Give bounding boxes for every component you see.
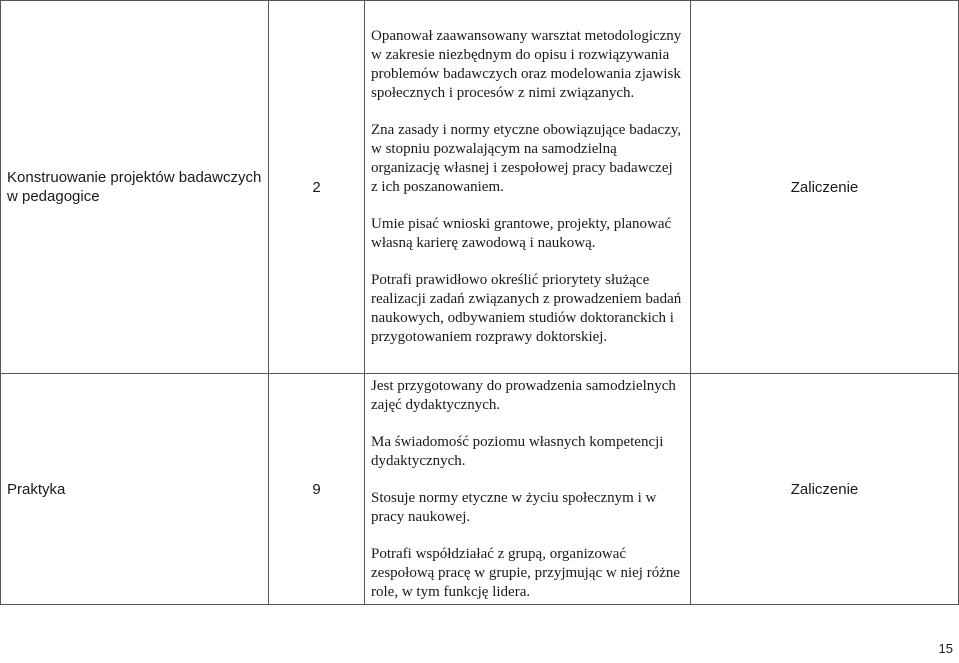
subject-name: Praktyka (1, 374, 269, 605)
learning-outcomes (365, 1, 691, 374)
outcome-text: Potrafi współdziałać z grupą, organizować zespołową pracę w grupie, przyjmując w niej różne role, w tym funkcję lidera. (371, 545, 681, 600)
table-row (1, 374, 959, 605)
table-row (1, 1, 959, 374)
ects-credits: 2 (269, 1, 365, 374)
page-number: 15 (938, 641, 953, 656)
assessment-form: Zaliczenie (691, 374, 959, 605)
assessment-form: Zaliczenie (691, 1, 959, 374)
outcome-text: Zna zasady i normy etyczne obowiązujące badaczy, w stopniu pozwalającym na samodzielną organizację własnej i zespołowej pracy badawczej z ich poszanowaniem. (371, 122, 682, 195)
outcome-text: Stosuje normy etyczne w życiu społecznym i w pracy naukowej. (371, 489, 657, 525)
outcome-text: Opanował zaawansowany warsztat metodologiczny w zakresie niezbędnym do opisu i rozwiązywania problemów badawczych oraz modelowania zjawisk społecznych i procesów z nimi związanych. (371, 28, 682, 101)
outcome-text: Ma świadomość poziomu własnych kompetencji dydaktycznych. (371, 433, 664, 469)
subject-name: Konstruowanie projektów badawczych w pedagogice (1, 1, 269, 374)
outcome-text: Potrafi prawidłowo określić priorytety służące realizacji zadań związanych z prowadzeniem badań naukowych, odbywaniem studiów doktoranckich i przygotowaniem rozprawy doktorskiej. (371, 272, 682, 345)
ects-credits: 9 (269, 374, 365, 605)
outcome-text: Jest przygotowany do prowadzenia samodzielnych zajęć dydaktycznych. (371, 377, 676, 413)
learning-outcomes (365, 374, 691, 605)
outcome-text: Umie pisać wnioski grantowe, projekty, planować własną karierę zawodową i naukową. (371, 216, 672, 251)
